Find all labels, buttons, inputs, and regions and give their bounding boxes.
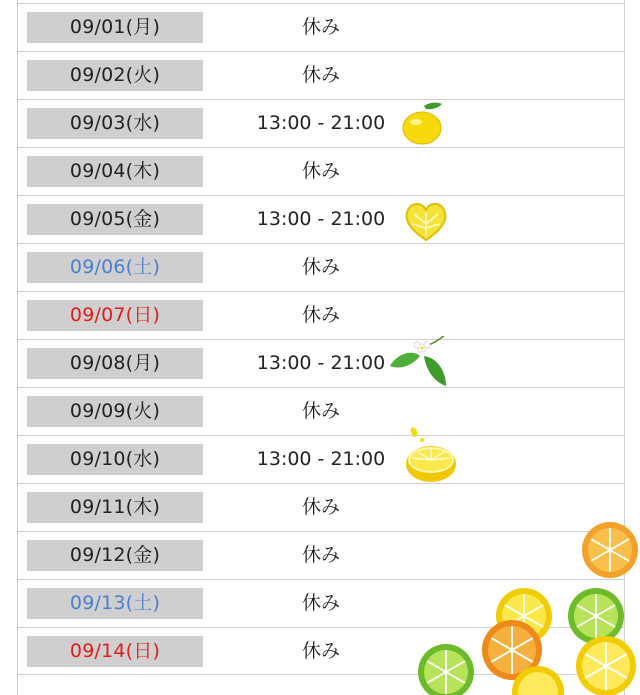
date-cell: 09/13(土)	[27, 588, 203, 619]
date-cell: 09/09(火)	[27, 396, 203, 427]
schedule-row	[18, 339, 624, 387]
date-cell: 09/14(日)	[27, 636, 203, 667]
lemon-icon	[398, 100, 446, 148]
date-cell: 09/08(月)	[27, 348, 203, 379]
heart-lemon-icon	[402, 198, 450, 244]
date-cell: 09/10(水)	[27, 444, 203, 475]
hours-cell: 休み	[301, 640, 340, 662]
hours-cell: 休み	[301, 592, 340, 614]
date-cell: 09/11(木)	[27, 492, 203, 523]
hours-cell: 休み	[301, 64, 340, 86]
hours-cell: 13:00 - 21:00	[256, 352, 386, 374]
date-cell: 09/02(火)	[27, 60, 203, 91]
date-cell: 09/03(水)	[27, 108, 203, 139]
date-cell: 09/05(金)	[27, 204, 203, 235]
schedule-row	[18, 195, 624, 243]
lemon-half-icon	[402, 426, 460, 486]
hours-cell: 13:00 - 21:00	[256, 208, 386, 230]
date-cell: 09/07(日)	[27, 300, 203, 331]
hours-cell: 休み	[301, 256, 340, 278]
hours-cell: 休み	[301, 304, 340, 326]
hours-cell: 休み	[301, 160, 340, 182]
date-cell: 09/04(木)	[27, 156, 203, 187]
schedule-row	[18, 243, 624, 291]
citrus-slices-icon	[410, 520, 640, 695]
schedule-row	[18, 147, 624, 195]
hours-cell: 13:00 - 21:00	[256, 112, 386, 134]
hours-cell: 休み	[301, 496, 340, 518]
schedule-row	[18, 291, 624, 339]
schedule-row	[18, 435, 624, 483]
schedule-row	[18, 51, 624, 99]
schedule-row	[18, 387, 624, 435]
hours-cell: 13:00 - 21:00	[256, 448, 386, 470]
lemon-blossom-icon	[388, 336, 454, 392]
hours-cell: 休み	[301, 400, 340, 422]
schedule-row	[18, 3, 624, 51]
date-cell: 09/01(月)	[27, 12, 203, 43]
hours-cell: 休み	[301, 544, 340, 566]
date-cell: 09/12(金)	[27, 540, 203, 571]
date-cell: 09/06(土)	[27, 252, 203, 283]
hours-cell: 休み	[301, 16, 340, 38]
schedule-row	[18, 99, 624, 147]
